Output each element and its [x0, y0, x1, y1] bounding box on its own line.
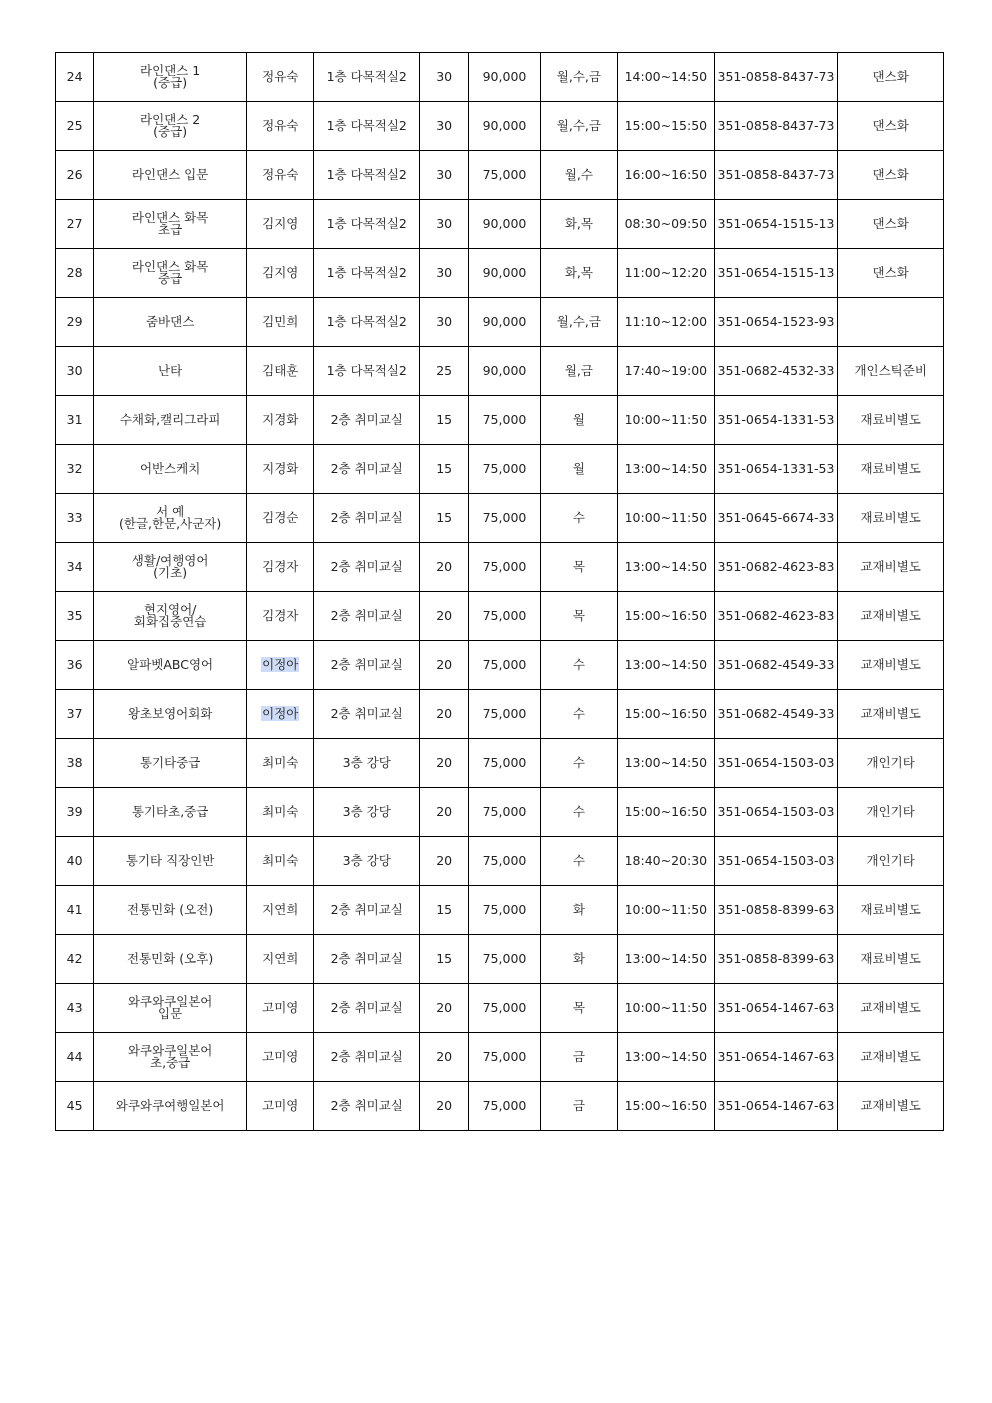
- bank-account: 351-0645-6674-33: [714, 494, 838, 543]
- table-row: [56, 249, 944, 298]
- class-days: 월: [540, 445, 617, 494]
- class-location: 2층 취미교실: [314, 984, 420, 1033]
- class-fee: 75,000: [469, 690, 540, 739]
- class-name-line: 라인댄스 화목: [131, 210, 209, 225]
- bank-account: 351-0654-1503-03: [714, 788, 838, 837]
- class-capacity: 30: [420, 102, 469, 151]
- class-fee: 75,000: [469, 1082, 540, 1131]
- class-fee: 75,000: [469, 494, 540, 543]
- class-days: 화: [540, 935, 617, 984]
- class-note: 재료비별도: [838, 445, 944, 494]
- class-time: 15:00~16:50: [618, 690, 715, 739]
- teacher-name: [247, 347, 314, 396]
- class-location: 2층 취미교실: [314, 641, 420, 690]
- bank-account: 351-0654-1467-63: [714, 1033, 838, 1082]
- bank-account: 351-0858-8399-63: [714, 935, 838, 984]
- class-number: 44: [56, 1033, 94, 1082]
- table-row: [56, 53, 944, 102]
- class-name: [94, 543, 247, 592]
- table-row: [56, 298, 944, 347]
- bank-account: 351-0858-8399-63: [714, 886, 838, 935]
- class-location: 3층 강당: [314, 788, 420, 837]
- class-name-line: 중급: [158, 271, 183, 286]
- class-name-line: 현지영어/: [143, 602, 197, 617]
- class-note: 재료비별도: [838, 935, 944, 984]
- class-name-line: 전통민화 (오전): [127, 902, 214, 917]
- class-note: [838, 298, 944, 347]
- teacher-name: [247, 1082, 314, 1131]
- teacher-name-text: 김경자: [262, 559, 299, 574]
- table-row: [56, 347, 944, 396]
- class-name-line: 와쿠와쿠일본어: [127, 1043, 213, 1058]
- table-row: [56, 935, 944, 984]
- class-time: 10:00~11:50: [618, 396, 715, 445]
- class-name-line: 라인댄스 2: [140, 112, 201, 127]
- teacher-name: [247, 886, 314, 935]
- table-row: [56, 1082, 944, 1131]
- teacher-name-text: 김경자: [262, 608, 299, 623]
- class-name-line: 입문: [158, 1006, 183, 1021]
- teacher-name: [247, 543, 314, 592]
- class-fee: 90,000: [469, 249, 540, 298]
- table-row: [56, 445, 944, 494]
- class-note: 개인기타: [838, 837, 944, 886]
- class-fee: 75,000: [469, 935, 540, 984]
- class-number: 39: [56, 788, 94, 837]
- class-note: 댄스화: [838, 53, 944, 102]
- class-time: 13:00~14:50: [618, 739, 715, 788]
- table-row: [56, 543, 944, 592]
- class-number: 27: [56, 200, 94, 249]
- teacher-name: [247, 445, 314, 494]
- class-days: 월,수,금: [540, 53, 617, 102]
- class-fee: 75,000: [469, 788, 540, 837]
- class-number: 45: [56, 1082, 94, 1131]
- bank-account: 351-0682-4623-83: [714, 592, 838, 641]
- class-fee: 75,000: [469, 1033, 540, 1082]
- class-location: 2층 취미교실: [314, 886, 420, 935]
- bank-account: 351-0858-8437-73: [714, 53, 838, 102]
- class-note: 댄스화: [838, 249, 944, 298]
- bank-account: 351-0654-1523-93: [714, 298, 838, 347]
- class-note: 교재비별도: [838, 690, 944, 739]
- class-fee: 90,000: [469, 102, 540, 151]
- class-days: 월: [540, 396, 617, 445]
- class-capacity: 20: [420, 739, 469, 788]
- bank-account: 351-0682-4549-33: [714, 690, 838, 739]
- class-fee: 75,000: [469, 984, 540, 1033]
- bank-account: 351-0682-4623-83: [714, 543, 838, 592]
- class-name-line: 라인댄스 화목: [131, 259, 209, 274]
- class-name: [94, 102, 247, 151]
- class-name-line: (중급): [153, 75, 188, 90]
- class-name: [94, 739, 247, 788]
- bank-account: 351-0682-4532-33: [714, 347, 838, 396]
- class-name: [94, 396, 247, 445]
- class-capacity: 30: [420, 249, 469, 298]
- table-row: [56, 396, 944, 445]
- class-name: [94, 935, 247, 984]
- teacher-name: [247, 739, 314, 788]
- class-name-line: 회화집중연습: [133, 614, 207, 629]
- class-name: [94, 200, 247, 249]
- class-location: 2층 취미교실: [314, 1082, 420, 1131]
- class-time: 10:00~11:50: [618, 886, 715, 935]
- bank-account: 351-0654-1331-53: [714, 445, 838, 494]
- class-fee: 90,000: [469, 298, 540, 347]
- class-location: 1층 다목적실2: [314, 298, 420, 347]
- class-name-line: (기초): [153, 565, 188, 580]
- class-capacity: 20: [420, 837, 469, 886]
- table-row: [56, 102, 944, 151]
- class-number: 36: [56, 641, 94, 690]
- teacher-name: [247, 837, 314, 886]
- class-capacity: 15: [420, 396, 469, 445]
- class-name: [94, 837, 247, 886]
- class-fee: 75,000: [469, 592, 540, 641]
- class-days: 월,수,금: [540, 298, 617, 347]
- class-note: 재료비별도: [838, 396, 944, 445]
- class-name-line: 줌바댄스: [145, 314, 195, 329]
- class-location: 2층 취미교실: [314, 396, 420, 445]
- class-number: 26: [56, 151, 94, 200]
- table-row: [56, 1033, 944, 1082]
- class-note: 댄스화: [838, 200, 944, 249]
- teacher-name: [247, 249, 314, 298]
- teacher-name: [247, 788, 314, 837]
- class-days: 목: [540, 592, 617, 641]
- class-note: 댄스화: [838, 102, 944, 151]
- class-number: 24: [56, 53, 94, 102]
- bank-account: 351-0654-1467-63: [714, 1082, 838, 1131]
- class-note: 재료비별도: [838, 494, 944, 543]
- table-row: [56, 886, 944, 935]
- class-capacity: 20: [420, 592, 469, 641]
- class-number: 43: [56, 984, 94, 1033]
- class-days: 월,금: [540, 347, 617, 396]
- class-name-line: 서 예: [156, 504, 185, 519]
- class-time: 11:00~12:20: [618, 249, 715, 298]
- teacher-name: [247, 102, 314, 151]
- teacher-name-text: 김지영: [262, 216, 299, 231]
- class-capacity: 15: [420, 494, 469, 543]
- class-days: 목: [540, 543, 617, 592]
- bank-account: 351-0654-1503-03: [714, 739, 838, 788]
- class-capacity: 20: [420, 788, 469, 837]
- class-location: 1층 다목적실2: [314, 347, 420, 396]
- teacher-name-text: 이정아: [262, 657, 299, 672]
- class-number: 32: [56, 445, 94, 494]
- class-time: 15:00~15:50: [618, 102, 715, 151]
- class-number: 37: [56, 690, 94, 739]
- class-days: 수: [540, 641, 617, 690]
- class-location: 1층 다목적실2: [314, 151, 420, 200]
- teacher-name-text: 정유숙: [262, 167, 299, 182]
- class-name: [94, 347, 247, 396]
- class-name: [94, 249, 247, 298]
- class-time: 10:00~11:50: [618, 984, 715, 1033]
- class-note: 교재비별도: [838, 543, 944, 592]
- teacher-name: [247, 396, 314, 445]
- class-time: 13:00~14:50: [618, 641, 715, 690]
- teacher-name: [247, 1033, 314, 1082]
- table-row: [56, 592, 944, 641]
- teacher-name-text: 지경화: [262, 461, 299, 476]
- class-capacity: 15: [420, 886, 469, 935]
- table-row: [56, 151, 944, 200]
- class-name-line: 전통민화 (오후): [127, 951, 214, 966]
- teacher-name: [247, 200, 314, 249]
- class-days: 금: [540, 1033, 617, 1082]
- class-capacity: 20: [420, 984, 469, 1033]
- class-capacity: 20: [420, 1033, 469, 1082]
- class-capacity: 20: [420, 543, 469, 592]
- class-fee: 75,000: [469, 886, 540, 935]
- table-row: [56, 837, 944, 886]
- class-fee: 75,000: [469, 739, 540, 788]
- table-row: [56, 739, 944, 788]
- table-row: [56, 690, 944, 739]
- class-days: 수: [540, 494, 617, 543]
- teacher-name: [247, 641, 314, 690]
- class-number: 40: [56, 837, 94, 886]
- bank-account: 351-0654-1515-13: [714, 249, 838, 298]
- class-number: 25: [56, 102, 94, 151]
- class-capacity: 30: [420, 53, 469, 102]
- class-time: 15:00~16:50: [618, 1082, 715, 1131]
- class-days: 수: [540, 690, 617, 739]
- class-days: 화,목: [540, 200, 617, 249]
- class-number: 31: [56, 396, 94, 445]
- class-name-line: 수채화,캘리그라피: [119, 412, 221, 427]
- class-name-line: 생활/여행영어: [131, 553, 209, 568]
- class-time: 13:00~14:50: [618, 935, 715, 984]
- class-time: 13:00~14:50: [618, 1033, 715, 1082]
- class-days: 화,목: [540, 249, 617, 298]
- class-number: 38: [56, 739, 94, 788]
- class-fee: 75,000: [469, 641, 540, 690]
- teacher-name-text: 김태훈: [262, 363, 299, 378]
- class-note: 개인기타: [838, 739, 944, 788]
- class-location: 3층 강당: [314, 739, 420, 788]
- bank-account: 351-0654-1467-63: [714, 984, 838, 1033]
- teacher-name-text: 김민희: [262, 314, 299, 329]
- teacher-name-text: 지연희: [262, 902, 299, 917]
- class-fee: 90,000: [469, 200, 540, 249]
- class-fee: 75,000: [469, 837, 540, 886]
- class-capacity: 25: [420, 347, 469, 396]
- class-name: [94, 494, 247, 543]
- class-number: 42: [56, 935, 94, 984]
- class-days: 목: [540, 984, 617, 1033]
- class-name-line: 통기타 직장인반: [125, 853, 215, 868]
- class-note: 교재비별도: [838, 1033, 944, 1082]
- class-time: 13:00~14:50: [618, 445, 715, 494]
- teacher-name: [247, 592, 314, 641]
- teacher-name-text: 고미영: [262, 1098, 299, 1113]
- class-note: 교재비별도: [838, 984, 944, 1033]
- class-name: [94, 298, 247, 347]
- table-row: [56, 494, 944, 543]
- teacher-name-text: 최미숙: [262, 853, 299, 868]
- class-name-line: 난타: [158, 363, 183, 378]
- class-days: 수: [540, 739, 617, 788]
- teacher-name-text: 김경순: [262, 510, 299, 525]
- teacher-name: [247, 298, 314, 347]
- class-capacity: 15: [420, 935, 469, 984]
- class-name: [94, 984, 247, 1033]
- class-location: 3층 강당: [314, 837, 420, 886]
- class-days: 월,수: [540, 151, 617, 200]
- class-name-line: 라인댄스 1: [140, 63, 201, 78]
- class-fee: 75,000: [469, 151, 540, 200]
- class-name-line: 초,중급: [150, 1055, 191, 1070]
- class-name-line: 와쿠와쿠여행일본어: [115, 1098, 225, 1113]
- teacher-name-text: 최미숙: [262, 755, 299, 770]
- class-name-line: 라인댄스 입문: [131, 167, 209, 182]
- class-time: 11:10~12:00: [618, 298, 715, 347]
- class-location: 2층 취미교실: [314, 1033, 420, 1082]
- class-name-line: 통기타중급: [139, 755, 201, 770]
- class-name-line: 와쿠와쿠일본어: [127, 994, 213, 1009]
- class-capacity: 30: [420, 200, 469, 249]
- class-number: 35: [56, 592, 94, 641]
- class-name: [94, 1082, 247, 1131]
- class-number: 34: [56, 543, 94, 592]
- teacher-name-text: 이정아: [262, 706, 299, 721]
- class-note: 개인스틱준비: [838, 347, 944, 396]
- class-note: 개인기타: [838, 788, 944, 837]
- class-name-line: 왕초보영어회화: [127, 706, 213, 721]
- class-number: 29: [56, 298, 94, 347]
- table-row: [56, 641, 944, 690]
- class-fee: 90,000: [469, 347, 540, 396]
- teacher-name: [247, 690, 314, 739]
- class-name: [94, 641, 247, 690]
- teacher-name-text: 고미영: [262, 1000, 299, 1015]
- class-name-line: (한글,한문,사군자): [119, 516, 222, 531]
- class-time: 13:00~14:50: [618, 543, 715, 592]
- teacher-name-text: 고미영: [262, 1049, 299, 1064]
- class-capacity: 30: [420, 298, 469, 347]
- class-number: 41: [56, 886, 94, 935]
- teacher-name: [247, 984, 314, 1033]
- class-days: 화: [540, 886, 617, 935]
- class-time: 15:00~16:50: [618, 788, 715, 837]
- bank-account: 351-0654-1503-03: [714, 837, 838, 886]
- teacher-name-text: 김지영: [262, 265, 299, 280]
- class-number: 28: [56, 249, 94, 298]
- class-time: 14:00~14:50: [618, 53, 715, 102]
- class-capacity: 20: [420, 690, 469, 739]
- table-row: [56, 984, 944, 1033]
- teacher-name-text: 지경화: [262, 412, 299, 427]
- class-time: 16:00~16:50: [618, 151, 715, 200]
- class-note: 교재비별도: [838, 641, 944, 690]
- class-name: [94, 788, 247, 837]
- class-time: 08:30~09:50: [618, 200, 715, 249]
- class-name: [94, 1033, 247, 1082]
- class-time: 18:40~20:30: [618, 837, 715, 886]
- class-name-line: (중급): [153, 124, 188, 139]
- table-row: [56, 788, 944, 837]
- teacher-name: [247, 151, 314, 200]
- bank-account: 351-0858-8437-73: [714, 102, 838, 151]
- class-capacity: 20: [420, 1082, 469, 1131]
- class-location: 2층 취미교실: [314, 935, 420, 984]
- class-capacity: 30: [420, 151, 469, 200]
- class-fee: 90,000: [469, 53, 540, 102]
- bank-account: 351-0682-4549-33: [714, 641, 838, 690]
- class-days: 수: [540, 788, 617, 837]
- schedule-rows: [56, 53, 944, 1131]
- class-location: 1층 다목적실2: [314, 249, 420, 298]
- class-time: 15:00~16:50: [618, 592, 715, 641]
- class-note: 재료비별도: [838, 886, 944, 935]
- bank-account: 351-0858-8437-73: [714, 151, 838, 200]
- bank-account: 351-0654-1515-13: [714, 200, 838, 249]
- class-capacity: 20: [420, 641, 469, 690]
- class-fee: 75,000: [469, 543, 540, 592]
- teacher-name-text: 정유숙: [262, 69, 299, 84]
- class-name-line: 통기타초,중급: [131, 804, 209, 819]
- class-number: 33: [56, 494, 94, 543]
- class-name: [94, 151, 247, 200]
- teacher-name: [247, 494, 314, 543]
- class-location: 2층 취미교실: [314, 445, 420, 494]
- teacher-name-text: 정유숙: [262, 118, 299, 133]
- class-days: 금: [540, 1082, 617, 1131]
- class-name: [94, 592, 247, 641]
- class-name: [94, 690, 247, 739]
- class-days: 수: [540, 837, 617, 886]
- class-name-line: 알파벳ABC영어: [127, 657, 214, 672]
- bank-account: 351-0654-1331-53: [714, 396, 838, 445]
- class-time: 10:00~11:50: [618, 494, 715, 543]
- class-location: 1층 다목적실2: [314, 102, 420, 151]
- class-location: 2층 취미교실: [314, 592, 420, 641]
- class-capacity: 15: [420, 445, 469, 494]
- teacher-name: [247, 935, 314, 984]
- class-note: 교재비별도: [838, 592, 944, 641]
- class-fee: 75,000: [469, 445, 540, 494]
- class-name-line: 어반스케치: [139, 461, 201, 476]
- table-row: [56, 200, 944, 249]
- class-name: [94, 53, 247, 102]
- class-fee: 75,000: [469, 396, 540, 445]
- class-name: [94, 886, 247, 935]
- class-note: 댄스화: [838, 151, 944, 200]
- class-location: 1층 다목적실2: [314, 53, 420, 102]
- teacher-name-text: 최미숙: [262, 804, 299, 819]
- class-location: 2층 취미교실: [314, 690, 420, 739]
- class-time: 17:40~19:00: [618, 347, 715, 396]
- teacher-name-text: 지연희: [262, 951, 299, 966]
- class-name-line: 초급: [158, 222, 183, 237]
- class-location: 1층 다목적실2: [314, 200, 420, 249]
- class-schedule-table: [55, 52, 944, 1131]
- class-location: 2층 취미교실: [314, 494, 420, 543]
- teacher-name: [247, 53, 314, 102]
- class-number: 30: [56, 347, 94, 396]
- class-name: [94, 445, 247, 494]
- class-location: 2층 취미교실: [314, 543, 420, 592]
- class-note: 교재비별도: [838, 1082, 944, 1131]
- class-days: 월,수,금: [540, 102, 617, 151]
